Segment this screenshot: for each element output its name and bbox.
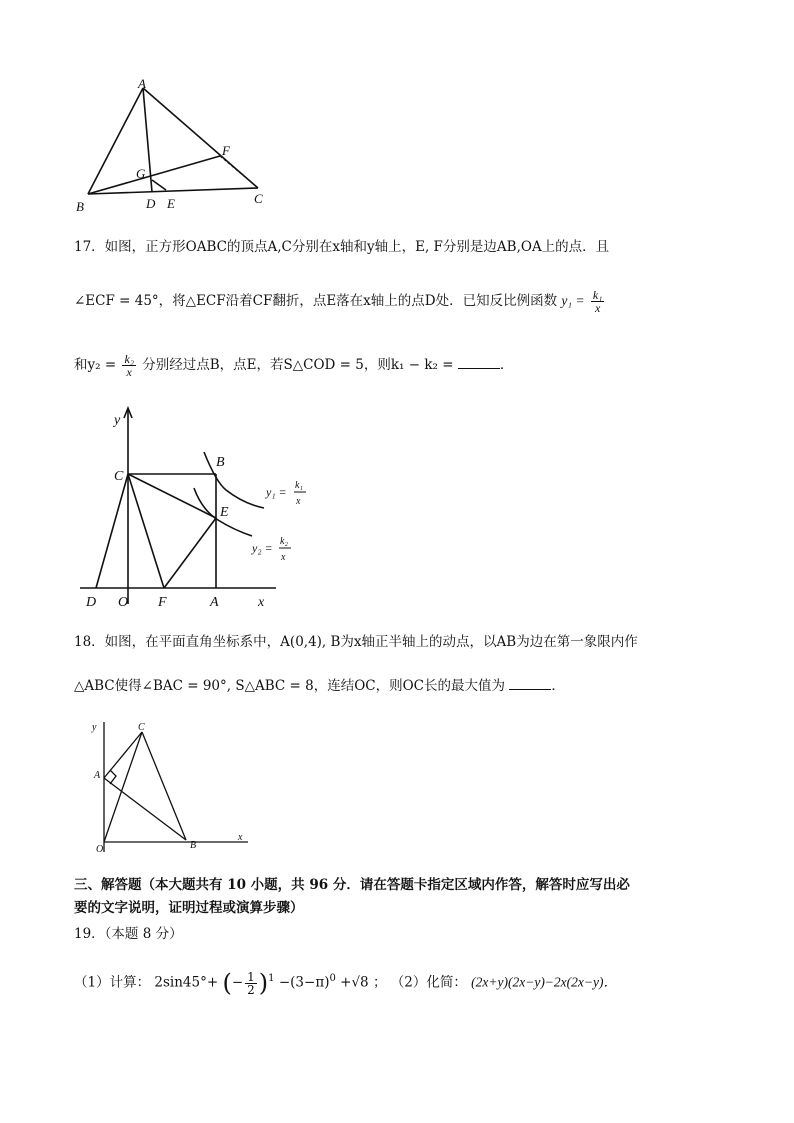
q19-exp0: 0 [329,973,336,984]
q17-answer-blank[interactable] [458,356,500,369]
q17-line3-b: 分别经过点B，点E，若S△COD = 5，则k₁ − k₂ = [142,357,454,373]
q19-p1-b: −(3−π) [278,974,330,991]
label-O: O [96,844,104,855]
label-A: A [210,595,219,610]
q19-p1-label: （1）计算： [74,974,151,991]
q19-p1-a: 2sin45°+ [154,974,219,991]
axis-y-label: y [114,413,121,428]
label-B: B [190,840,197,851]
q19-exp1: 1 [268,973,275,984]
curve-y2-x: x [281,552,286,563]
q19-frac-num: 1 [247,969,255,984]
label-E: E [167,196,175,211]
q17-line3 [74,353,513,378]
figure-17-graph [76,404,306,614]
q19-p2-expr: (2x+y)(2x−y)−2x(2x−y)． [471,974,617,990]
q17-k1: k₁ [592,288,603,302]
axis-x-label: x [238,832,243,843]
q17-line3-end: ． [499,357,514,373]
q19-p1-c: +√8 [340,974,369,991]
q18-line1: 18．如图，在平面直角坐标系中，A(0,4), B为x轴正半轴上的动点，以AB为边在第一象限内作 [74,634,638,650]
q18-line2 [74,677,565,695]
q17-x1: x [594,301,601,315]
curve-y1-x: x [296,496,301,507]
q19-frac-den: 2 [247,982,255,997]
label-D: D [86,595,97,610]
q17-frac-k1 [591,289,605,314]
section3-heading-line1: 三、解答题（本大题共有 10 小题，共 96 分．请在答题卡指定区域内作答，解答时应写出必 [74,877,630,893]
curve-y2-k: k₂ [280,536,288,547]
q18-answer-blank[interactable] [509,677,551,690]
q19-frac-half [245,971,257,996]
label-O: O [118,595,129,610]
q17-x2: x [126,365,132,379]
q17-k2: k₂ [124,352,134,366]
q19-header: 19．（本题 8 分） [74,926,183,942]
label-E: E [220,505,229,520]
q18-line2-end: ． [551,678,565,694]
q19-parts: （1）计算： 2sin45°+ (− $\frac{1}{2}$ )$^1 -(3-\pi)^0 +√8$ ； （2）化简： (2x+y)(2x−y)−2x(2x−y)． [74,969,617,997]
q17-y1-lhs: y₁ = [561,293,585,308]
section3-heading-line2: 要的文字说明，证明过程或演算步骤） [74,900,304,916]
figure-18-graph [88,716,258,856]
q18-line2-text: △ABC使得∠BAC = 90°, S△ABC = 8，连结OC，则OC长的最大值为 [74,678,506,694]
axis-x-label: x [258,595,265,610]
label-A: A [138,76,146,91]
q17-line2 [74,289,606,314]
label-A: A [94,770,101,781]
label-C: C [138,722,145,733]
label-F: F [222,143,230,158]
curve-y2-lhs: y₂ = [252,541,273,555]
curve-y1-k: k₁ [295,480,303,491]
q19-p2-label: （2）化简： [390,974,467,991]
label-F: F [158,595,167,610]
q17-frac-k2 [122,353,136,378]
label-G: G [136,166,146,181]
q19-separator: ； [372,974,387,991]
axis-y-label: y [92,722,97,733]
label-D: D [146,196,156,211]
label-B: B [216,455,225,470]
label-C: C [254,191,263,206]
q17-line3-a: 和y₂ = [74,357,117,373]
q17-line2-text: ∠ECF = 45°，将△ECF沿着CF翻折，点E落在x轴上的点D处．已知反比例函数 [74,293,558,309]
figure-16-triangle [70,76,280,216]
curve-y1-lhs: y₁ = [266,485,287,499]
q17-line1: 17．如图，正方形OABC的顶点A,C分别在x轴和y轴上，E, F分别是边AB,OA上的点．且 [74,239,610,255]
label-B: B [76,199,84,214]
label-C: C [114,469,124,484]
